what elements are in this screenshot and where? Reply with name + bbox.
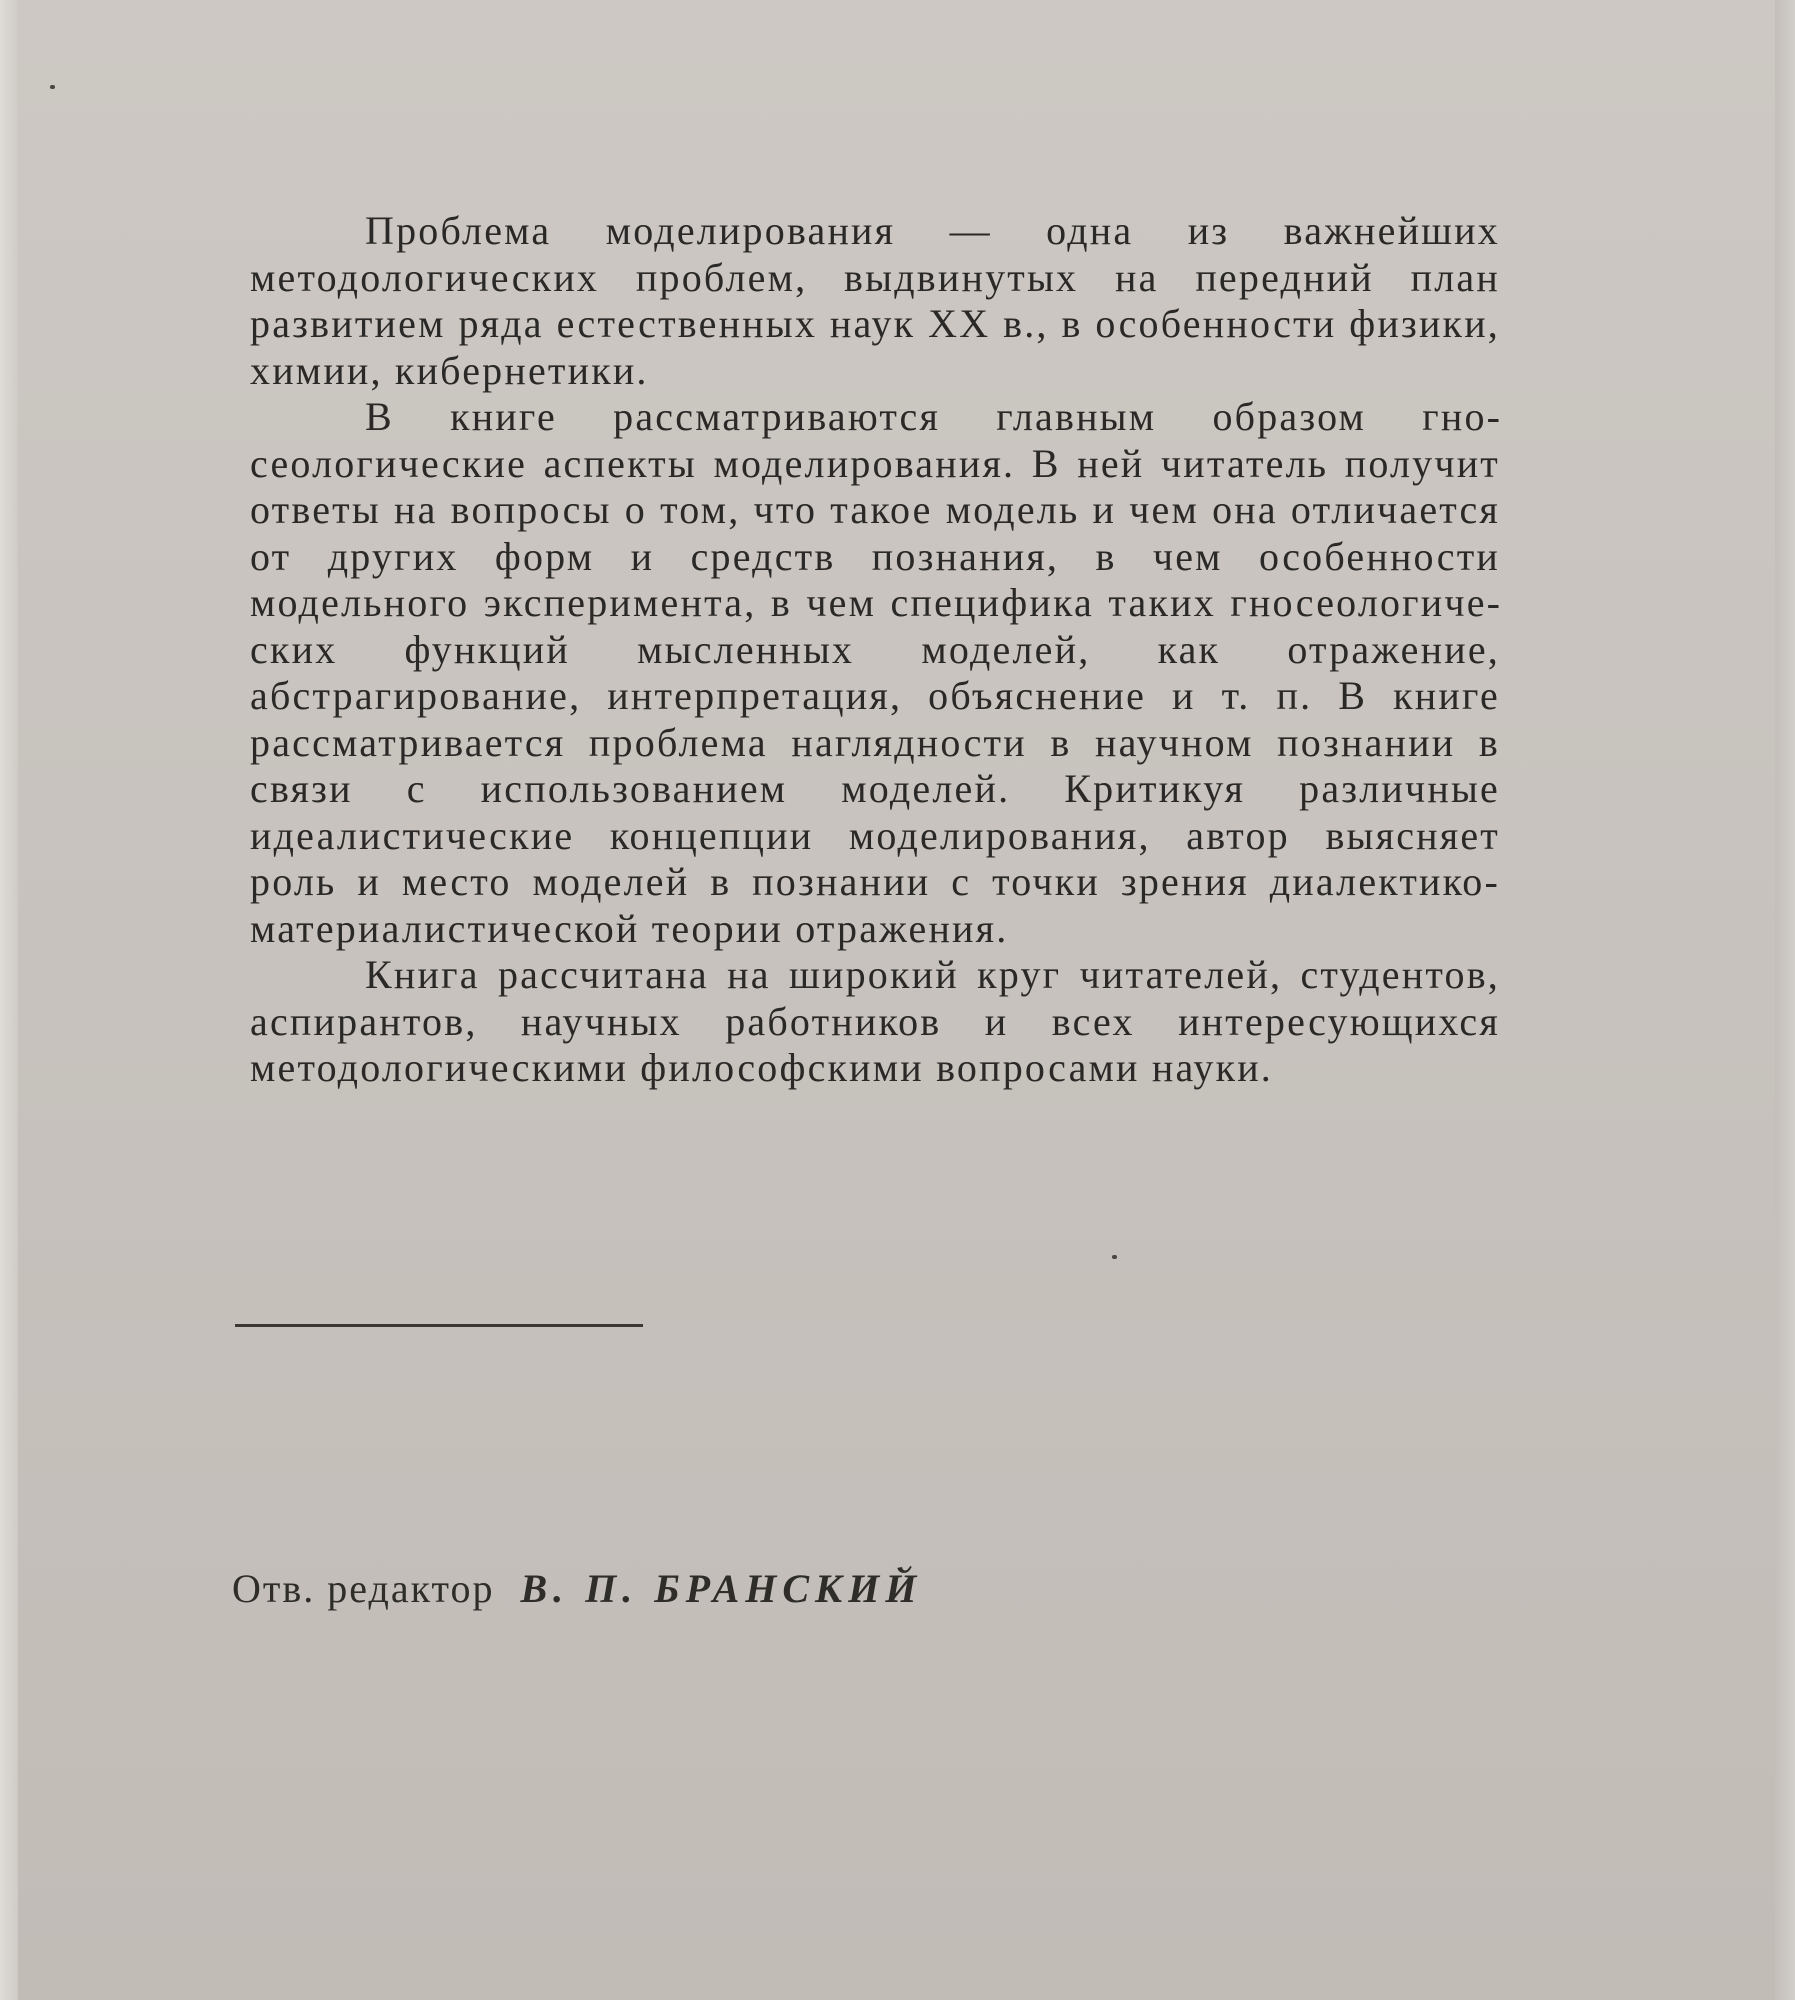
editor-name: В. П. БРАНСКИЙ: [520, 1566, 923, 1611]
paper-speck: [1112, 1255, 1117, 1259]
book-abstract: [250, 208, 1500, 1092]
abstract-paragraph: В книге рассматриваются главным образом гносеологические аспекты моделирования. В ней читатель получит ответы на вопросы о том, что такое модель и чем она отличается от других форм и средств познания, в чем особенности модельного эксперимента, в чем специфика таких гносеологических функций мысленных моделей, как отражение, абстрагирование, интерпретация, объяснение и т. п. В книге рассматривается проблема наглядности в научном познании в связи с использованием моделей. Критикуя различные идеалистические концепции моделирования, автор выясняет роль и место моделей в познании с точки зрения диалектико-материалистической теории отражения.: [250, 394, 1500, 951]
editor-label: Отв. редактор: [232, 1566, 495, 1611]
page-left-edge: [0, 0, 18, 2000]
page-right-edge: [1775, 0, 1795, 2000]
paper-speck: [50, 85, 55, 89]
abstract-paragraph: Проблема моделирования — одна из важнейших методологических проблем, выдвинутых на передний план развитием ряда естественных наук XX в., в особенности физики, химии, кибернетики.: [250, 208, 1500, 393]
editor-credit: [232, 1565, 922, 1612]
abstract-paragraph: Книга рассчитана на широкий круг читателей, студентов, аспирантов, научных работников и всех интересующихся методологическими философскими вопросами науки.: [250, 952, 1500, 1090]
separator-rule: [235, 1324, 643, 1327]
